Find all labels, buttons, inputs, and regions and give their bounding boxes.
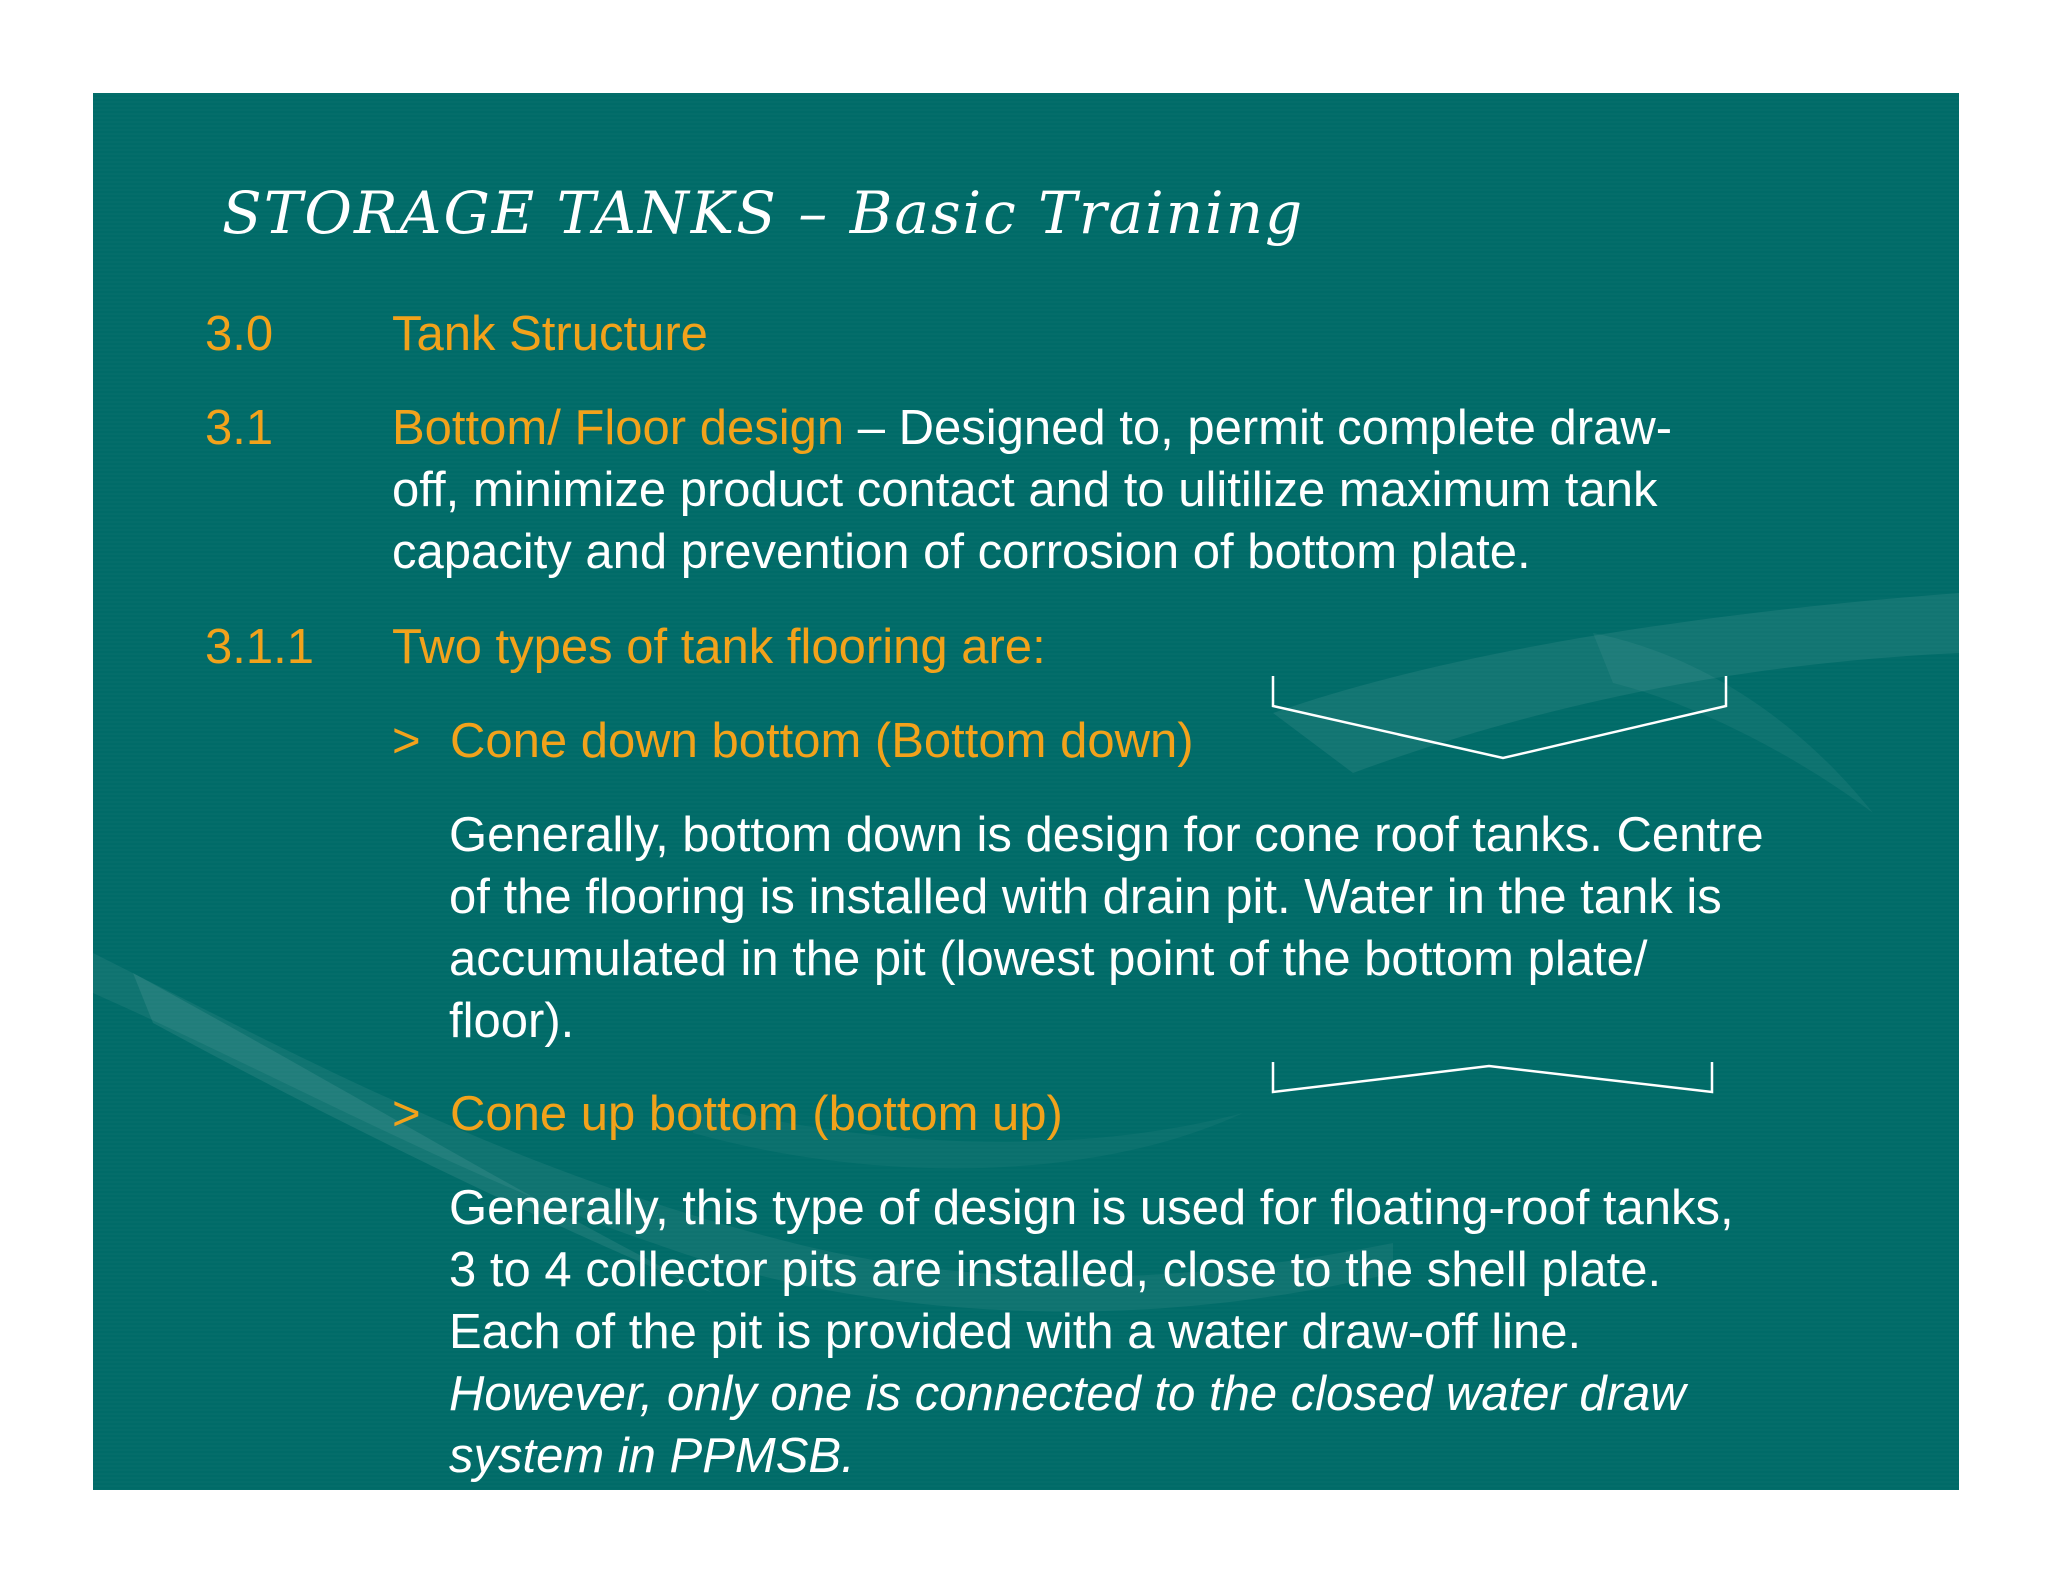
section-3-1-text-line3: capacity and prevention of corrosion of bottom plate. <box>392 525 1531 579</box>
section-3-1-text-line1: – Designed to, permit complete draw- <box>844 401 1673 455</box>
cone-up-text-line5: system in PPMSB. <box>449 1429 855 1483</box>
bullet-marker: > <box>392 1087 421 1141</box>
cone-up-bullet <box>392 1083 1063 1145</box>
section-3-0-heading: Tank Structure <box>392 307 708 361</box>
cone-down-text-line3: accumulated in the pit (lowest point of the bottom plate/ <box>449 932 1648 986</box>
section-3-1-text-line2: off, minimize product contact and to ulitilize maximum tank <box>392 463 1658 517</box>
slide <box>93 93 1959 1490</box>
cone-up-text-line1: Generally, this type of design is used for floating-roof tanks, <box>449 1181 1734 1235</box>
slide-title: STORAGE TANKS – Basic Training <box>222 179 1305 247</box>
section-3-1-number: 3.1 <box>205 401 274 455</box>
cone-down-bullet <box>392 710 1194 772</box>
cone-up-label: Cone up bottom (bottom up) <box>450 1087 1063 1141</box>
cone-down-text-line4: floor). <box>449 994 575 1048</box>
section-3-1-heading: Bottom/ Floor design <box>392 401 845 455</box>
cone-down-text-line1: Generally, bottom down is design for cone roof tanks. Centre <box>449 808 1764 862</box>
section-3-1-line1 <box>392 397 1672 459</box>
bullet-marker: > <box>392 714 421 768</box>
section-3-0-number: 3.0 <box>205 307 274 361</box>
section-3-1-1-heading: Two types of tank flooring are: <box>392 620 1046 674</box>
cone-down-label: Cone down bottom (Bottom down) <box>450 714 1194 768</box>
cone-down-bottom-diagram <box>1270 676 1730 766</box>
cone-up-text-line4: However, only one is connected to the closed water draw <box>449 1367 1686 1421</box>
cone-up-text-line3: Each of the pit is provided with a water draw-off line. <box>449 1305 1582 1359</box>
cone-up-bottom-diagram <box>1270 1060 1720 1100</box>
cone-down-text-line2: of the flooring is installed with drain pit. Water in the tank is <box>449 870 1722 924</box>
cone-up-text-line2: 3 to 4 collector pits are installed, close to the shell plate. <box>449 1243 1662 1297</box>
section-3-1-1-number: 3.1.1 <box>205 620 314 674</box>
